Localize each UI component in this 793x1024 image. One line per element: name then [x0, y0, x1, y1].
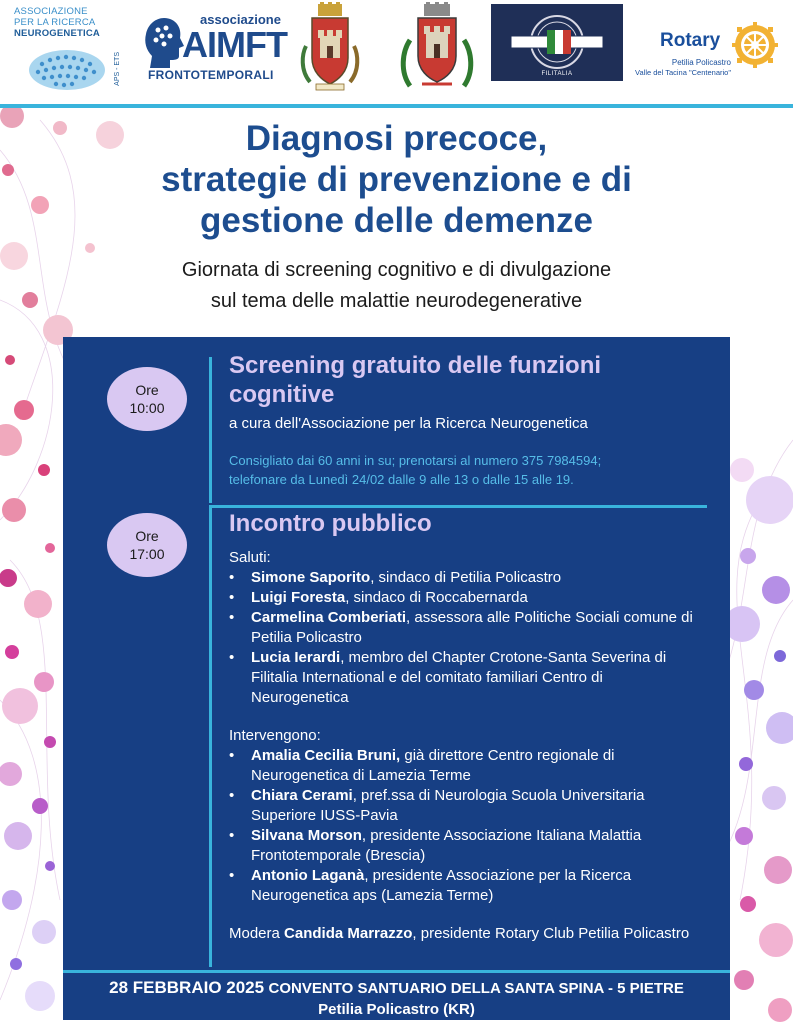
meeting-section: [229, 509, 699, 944]
person-name: Luigi Foresta: [251, 589, 346, 606]
person-role: , sindaco di Roccabernarda: [345, 589, 528, 606]
event-venue: CONVENTO SANTUARIO DELLA SANTA SPINA - 5 PIETRE: [268, 980, 684, 997]
time-value: 10:00: [129, 400, 165, 416]
person-name: Simone Saporito: [251, 569, 371, 586]
title-line-2: strategie di prevenzione e di: [161, 160, 632, 199]
aimft-logo: [142, 12, 287, 86]
screening-section: [229, 351, 699, 489]
speakers-list: [229, 746, 699, 906]
arn-logo: [14, 6, 126, 94]
event-footer: [63, 970, 730, 1020]
person-name: Silvana Morson: [251, 827, 362, 844]
note-line-2: telefonare da Lunedì 24/02 dalle 9 alle 13 o dalle 15 alle 19.: [229, 472, 574, 487]
person-name: Amalia Cecilia Bruni,: [251, 747, 401, 764]
section-divider-horizontal: [209, 505, 707, 508]
head-profile-icon: [144, 16, 184, 70]
logo-strip: [0, 0, 793, 104]
section-divider-vertical: [209, 505, 212, 967]
aimft-assoc-label: associazione: [200, 12, 281, 27]
list-item: [229, 746, 699, 786]
meeting-title: Incontro pubblico: [229, 510, 432, 537]
time-label: Ore: [135, 382, 159, 398]
rotary-name: Rotary: [660, 30, 721, 51]
page-subtitle: [0, 255, 793, 317]
rotary-logo: [628, 18, 788, 88]
time-badge-screening: [107, 367, 187, 431]
person-role: , membro del Chapter Crotone-Santa Severina di Filitalia International e del comitato familiari Centro di Neurogenetica: [251, 649, 667, 706]
list-item: [229, 568, 699, 588]
event-date: 28 FEBBRAIO 2025: [109, 978, 265, 997]
person-name: Lucia Ierardi: [251, 649, 341, 666]
note-line-1: Consigliato dai 60 anni in su; prenotarsi al numero 375 7984594;: [229, 453, 602, 468]
person-role: , assessora alle Politiche Sociali comune di Petilia Policastro: [251, 609, 693, 646]
list-item: [229, 608, 699, 648]
list-item: [229, 786, 699, 826]
filitalia-emblem-icon: [491, 4, 623, 72]
time-label: Ore: [135, 528, 159, 544]
person-name: Antonio Laganà: [251, 867, 365, 884]
aimft-name: AIMFT: [182, 24, 287, 65]
person-role: , presidente Associazione Italiana Malattia Frontotemporale (Brescia): [251, 827, 642, 864]
spacer: [229, 906, 699, 924]
arn-line-1: ASSOCIAZIONE: [14, 6, 88, 17]
title-line-1: Diagnosi precoce,: [245, 119, 548, 158]
program-panel: [63, 337, 730, 970]
speakers-label: Intervengono:: [229, 727, 321, 744]
rotary-wheel-icon: [732, 22, 778, 68]
header-divider: [0, 104, 793, 108]
petilia-crest-icon: [296, 2, 364, 94]
rotary-valle: Valle del Tacina "Centenario": [635, 68, 731, 77]
screening-booking-note: [229, 451, 699, 489]
subtitle-line-1: Giornata di screening cognitivo e di divulgazione: [181, 259, 612, 281]
title-line-3: gestione delle demenze: [200, 201, 593, 240]
subtitle-line-2: sul tema delle malattie neurodegenerative: [210, 290, 583, 312]
moderator-role: , presidente Rotary Club Petilia Policastro: [412, 925, 690, 942]
time-value: 17:00: [129, 546, 165, 562]
screening-title: Screening gratuito delle funzioni cognitive: [229, 352, 602, 408]
title-block: [0, 118, 793, 317]
moderator-prefix: Modera: [229, 925, 285, 942]
filitalia-motto: FILITALIA: [541, 71, 573, 77]
arn-line-3: NEUROGENETICA: [14, 28, 100, 39]
person-name: Chiara Cerami: [251, 787, 353, 804]
greetings-list: [229, 568, 699, 708]
moderator-line: [229, 924, 699, 944]
person-role: , presidente Associazione per la Ricerca Neurogenetica aps (Lamezia Terme): [251, 867, 632, 904]
aimft-subtitle: FRONTOTEMPORALI: [148, 68, 274, 82]
list-item: [229, 826, 699, 866]
list-item: [229, 866, 699, 906]
greetings-label: Saluti:: [229, 549, 271, 566]
person-name: Carmelina Comberiati: [251, 609, 407, 626]
moderator-name: Candida Marrazzo: [284, 925, 413, 942]
footer-date-venue: [63, 973, 730, 1000]
person-role: già direttore Centro regionale di Neurogenetica di Lamezia Terme: [251, 747, 615, 784]
list-item: [229, 648, 699, 708]
screening-organizer: a cura dell'Associazione per la Ricerca Neurogenetica: [229, 415, 588, 432]
brain-icon: [26, 46, 108, 94]
roccabernarda-crest-icon: [398, 2, 476, 94]
person-role: , pref.ssa di Neurologia Scuola Universitaria Superiore IUSS-Pavia: [251, 787, 645, 824]
rotary-club: Petilia Policastro: [671, 58, 731, 67]
list-item: [229, 588, 699, 608]
time-badge-meeting: [107, 513, 187, 577]
arn-aps-label: APS - ETS: [114, 52, 121, 86]
event-city: Petilia Policastro (KR): [318, 1001, 475, 1018]
section-divider-vertical: [209, 357, 212, 503]
page-title: [0, 118, 793, 241]
filitalia-logo: [491, 4, 623, 81]
arn-line-2: PER LA RICERCA: [14, 17, 96, 28]
spacer: [229, 708, 699, 726]
person-role: , sindaco di Petilia Policastro: [370, 569, 562, 586]
